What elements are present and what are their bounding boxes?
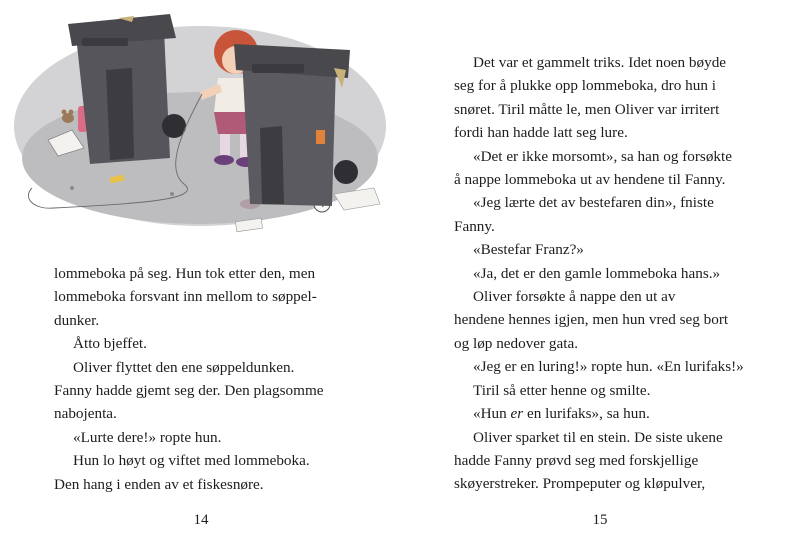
text-fragment: en lurifaks», sa hun. [523, 405, 650, 423]
text-line: Åtto bjeffet. [73, 335, 147, 353]
left-page-text [54, 262, 366, 496]
text-line: dunker. [54, 311, 100, 329]
text-line: skøyerstreker. Prompeputer og kløpulver, [454, 475, 706, 493]
text-line: Hun lo høyt og viftet med lommeboka. [73, 452, 310, 470]
text-line: å nappe lommeboka ut av hendene til Fanny. [454, 171, 726, 189]
page-number-left: 14 [193, 512, 209, 528]
text-line: snøret. Tiril måtte le, men Oliver var irritert [454, 100, 720, 118]
text-line: Fanny hadde gjemt seg der. Den plagsomme [54, 382, 324, 400]
text-line: Oliver flyttet den ene søppeldunken. [73, 358, 295, 376]
text-line: Det var et gammelt triks. Idet noen bøyde [473, 54, 727, 71]
text-line-emphasis [454, 402, 762, 425]
text-line: hadde Fanny prøvd seg med forskjellige [454, 451, 699, 469]
page-number-right: 15 [592, 512, 608, 528]
emphasized-word: er [510, 405, 524, 423]
text-line: Fanny. [454, 217, 495, 235]
text-line: «Jeg er en luring!» ropte hun. «En lurifaks!» [473, 358, 744, 376]
text-line: Den hang i enden av et fiskesnøre. [54, 475, 264, 493]
text-line: Oliver forsøkte å nappe den ut av [473, 288, 676, 306]
text-line: «Jeg lærte det av bestefaren din», fniste [473, 194, 714, 212]
text-line: «Lurte dere!» ropte hun. [73, 428, 222, 446]
text-line: og løp nedover gata. [454, 334, 578, 352]
text-line: «Det er ikke morsomt», sa han og forsøkte [473, 147, 732, 165]
text-line: lommeboka på seg. Hun tok etter den, men [54, 265, 316, 282]
text-line: seg for å plukke opp lommeboka, dro hun i [454, 77, 716, 95]
illustration-trash-bins-girl [14, 8, 390, 240]
text-line: hendene hennes igjen, men hun vred seg bort [454, 311, 729, 329]
text-line: lommeboka forsvant inn mellom to søppel- [54, 288, 317, 306]
text-fragment: «Hun [473, 405, 511, 423]
text-line: «Ja, det er den gamle lommeboka hans.» [473, 264, 721, 282]
text-line: fordi han hadde latt seg lure. [454, 124, 628, 142]
text-line: «Bestefar Franz?» [473, 241, 584, 259]
text-line: nabojenta. [54, 405, 117, 423]
right-page-text [454, 51, 762, 496]
text-line: Tiril så etter henne og smilte. [473, 381, 651, 399]
text-line: Oliver sparket til en stein. De siste ukene [473, 428, 723, 446]
